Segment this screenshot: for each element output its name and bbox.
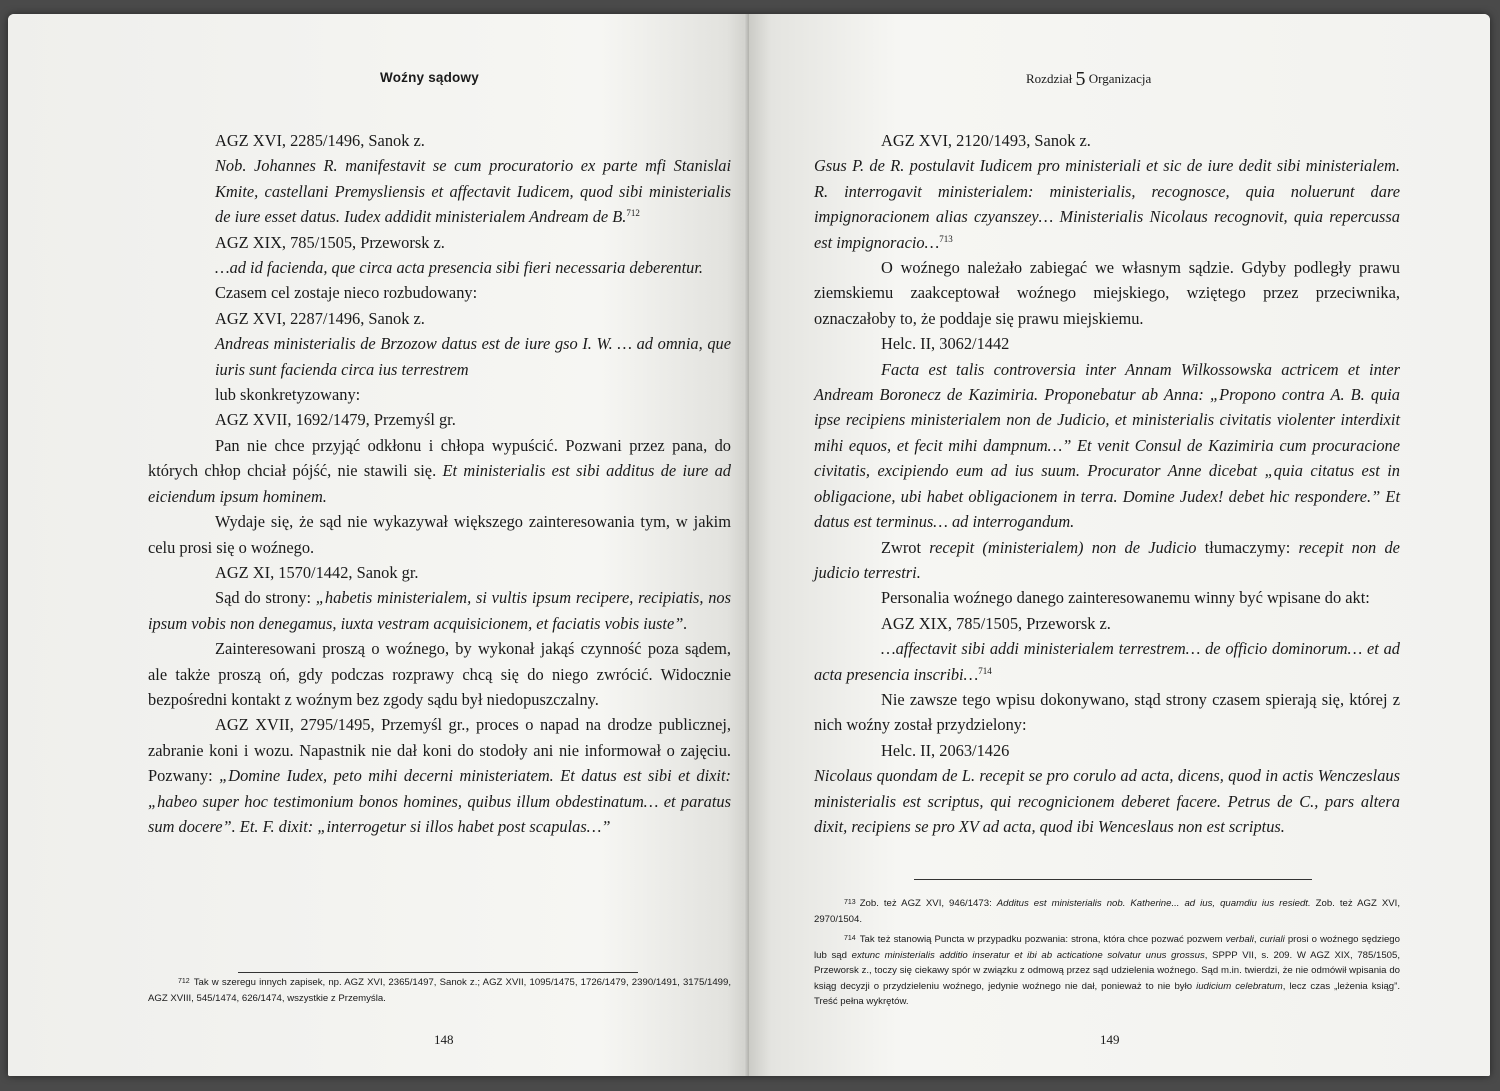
footnote-ref: 712 bbox=[626, 208, 640, 219]
chapter-number: 5 bbox=[1075, 68, 1086, 90]
paragraph: Nie zawsze tego wpisu dokonywano, stąd strony czasem spierają się, której z nich woźny został przydzielony: bbox=[814, 689, 1400, 735]
latin-quote: …affectavit sibi addi ministerialem terrestrem… de officio dominorum… et ad acta presencia inscribi…$^{714}$ bbox=[814, 639, 1400, 684]
paragraph: lub skonkretyzowany: bbox=[215, 385, 361, 405]
footnotes-left bbox=[148, 974, 731, 1010]
footnote-rule bbox=[914, 879, 1312, 880]
citation: AGZ XIX, 785/1505, Przeworsk z. bbox=[881, 613, 1111, 633]
paragraph: Wydaje się, że sąd nie wykazywał większego zainteresowania tym, w jakim celu prosi się o woźnego. bbox=[148, 512, 731, 557]
footnote-rule bbox=[238, 972, 638, 973]
footnote-ref: 713 bbox=[939, 233, 953, 244]
footnote: $^{714}$ Tak też stanowią Puncta w przypadku pozwania: strona, która chce pozwać pozwem verbali, curiali prosi o woźnego sędziego lub sąd extunc ministerialis additio inseratur et ibi ab acticatione solvatur unus grossus, SPPP VII, s. 209. W AGZ XIX, 785/1505, Przeworsk z., toczy się ciekawy spór w związku z odmową przez sąd udzielenia woźnego. Sąd m.in. twierdzi, że nie odmówił wpisania do ksiąg decyzji o przydzieleniu woźnego, jedynie woźnego nie dał, ponieważ to nie było iudicium celebratum, lecz czas „leżenia ksiąg”. Treść pełna wykrętów. bbox=[814, 934, 1400, 1007]
latin-quote: Nob. Johannes R. manifestavit se cum procuratorio ex parte mfi Stanislai Kmite, castellani Premysliensis et affectavit Iudicem, quod sibi ministerialis de iure esset datus. Iudex addidit ministerialem Andream de B.$^{712}$ bbox=[215, 156, 731, 227]
latin-quote: Andreas ministerialis de Brzozow datus est de iure gso I. W. … ad omnia, que iuris sunt facienda circa ius terrestrem bbox=[215, 334, 731, 379]
citation: Helc. II, 2063/1426 bbox=[881, 740, 1010, 760]
page-number: 148 bbox=[434, 1032, 454, 1047]
page-number: 149 bbox=[1100, 1032, 1120, 1047]
paragraph: Personalia woźnego danego zainteresowanemu winny być wpisane do akt: bbox=[881, 588, 1370, 608]
right-page-body bbox=[814, 128, 1400, 839]
paragraph: O woźnego należało zabiegać we własnym sądzie. Gdyby podległy prawu ziemskiemu zaakceptował woźnego miejskiego, wziętego przez przeciwnika, oznaczałoby to, że poddaje się prawu miejskiemu. bbox=[814, 258, 1400, 328]
running-head-right: Rozdział 5 Organizacja bbox=[1026, 68, 1152, 90]
citation: AGZ XVI, 2287/1496, Sanok z. bbox=[215, 308, 425, 328]
citation: AGZ XIX, 785/1505, Przeworsk z. bbox=[215, 232, 445, 252]
footnote-ref: 714 bbox=[978, 665, 992, 676]
paragraph: Sąd do strony: „habetis ministerialem, si vultis ipsum recipere, recipiatis, nos ipsum vobis non denegamus, iuxta vestram acquisicionem, et faciatis vobis iuste”. bbox=[148, 588, 731, 633]
citation: AGZ XVI, 2285/1496, Sanok z. bbox=[215, 131, 425, 150]
running-head-left: Woźny sądowy bbox=[380, 70, 479, 85]
paragraph: Czasem cel zostaje nieco rozbudowany: bbox=[215, 283, 478, 303]
footnotes-right bbox=[814, 895, 1400, 1014]
paragraph: AGZ XVII, 2795/1495, Przemyśl gr., proces o napad na drodze publicznej, zabranie koni i wozu. Napastnik nie dał koni do stodoły ani nie informował o zajęciu. Pozwany: „Domine Iudex, peto mihi decerni ministeriatem. Et datus est sibi et dixit: „habeo super hoc testimonium bonos homines, quibus illum obdestinatum… et paratus sum docere”. Et. F. dixit: „interrogetur si illos habet post scapulas…” bbox=[148, 715, 731, 836]
left-page bbox=[8, 14, 749, 1076]
paragraph: Zwrot recepit (ministerialem) non de Judicio tłumaczymy: recepit non de judicio terrestri. bbox=[814, 537, 1400, 582]
footnote: $^{712}$ Tak w szeregu innych zapisek, np. AGZ XVI, 2365/1497, Sanok z.; AGZ XVII, 1095/1475, 1726/1479, 2390/1491, 3175/1499, AGZ XVIII, 545/1474, 626/1474, wszystkie z Przemyśla. bbox=[148, 977, 731, 1004]
latin-quote: Facta est talis controversia inter Annam Wilkossowska actricem et inter Andream Boronecz de Kazimiria. Proponebatur ab Anna: „Propono contra A. B. quia ipse recipiens ministerialem non de Judicio, et ministerialis civitatis violenter interdixit mihi equos, et fecit mihi dampnum…” Et venit Consul de Kazimiria cum procuracione civitatis, excipiendo eum ad ius suum. Procurator Anne dicebat „quia citatus est in obligacione, ubi habet obligacionem in terra. Domine Judex! debet hic respondere.” Et datus est terminus… ad interrogandum. bbox=[814, 359, 1400, 532]
citation: AGZ XVII, 1692/1479, Przemyśl gr. bbox=[215, 410, 456, 430]
footnote: $^{713}$ Zob. też AGZ XVI, 946/1473: Additus est ministerialis nob. Katherine... ad ius, quamdiu ius resiedt. Zob. też AGZ XVI, 2970/1504. bbox=[814, 898, 1401, 925]
citation: Helc. II, 3062/1442 bbox=[881, 334, 1010, 354]
citation: AGZ XVI, 2120/1493, Sanok z. bbox=[881, 131, 1091, 150]
left-page-body bbox=[148, 128, 731, 839]
latin-quote: …ad id facienda, que circa acta presencia sibi fieri necessaria deberentur. bbox=[215, 258, 703, 278]
citation: AGZ XI, 1570/1442, Sanok gr. bbox=[215, 562, 419, 582]
book-spread bbox=[8, 14, 1490, 1076]
latin-quote: Nicolaus quondam de L. recepit se pro corulo ad acta, dicens, quod in actis Wenczeslaus ministerialis est scriptus, qui recognicionem deberet facere. Petrus de C., pars altera dixit, recipiens se pro XV ad acta, quod ibi Wenceslaus non est scriptus. bbox=[814, 766, 1400, 836]
latin-quote: Gsus P. de R. postulavit Iudicem pro ministeriali et sic de iure dedit sibi ministerialem. R. interrogavit ministerialem: ministerialis, recognosce, quia noluerunt dare impignoracionem alias czyanszey… Ministerialis Nicolaus recognovit, quia repercussa est impignoracio…$^{713}$ bbox=[814, 156, 1400, 252]
paragraph: Zainteresowani proszą o woźnego, by wykonał jakąś czynność poza sądem, ale także proszą oń, gdy podczas rozprawy chcą się do niego zwrócić. Widocznie bezpośredni kontakt z woźnym bez zgody sądu był niedopuszczalny. bbox=[148, 639, 731, 709]
paragraph: Pan nie chce przyjąć odkłonu i chłopa wypuścić. Pozwani przez pana, do których chłop chciał pójść, nie stawili się. Et ministerialis est sibi additus de iure ad eiciendum ipsum hominem. bbox=[148, 435, 731, 506]
